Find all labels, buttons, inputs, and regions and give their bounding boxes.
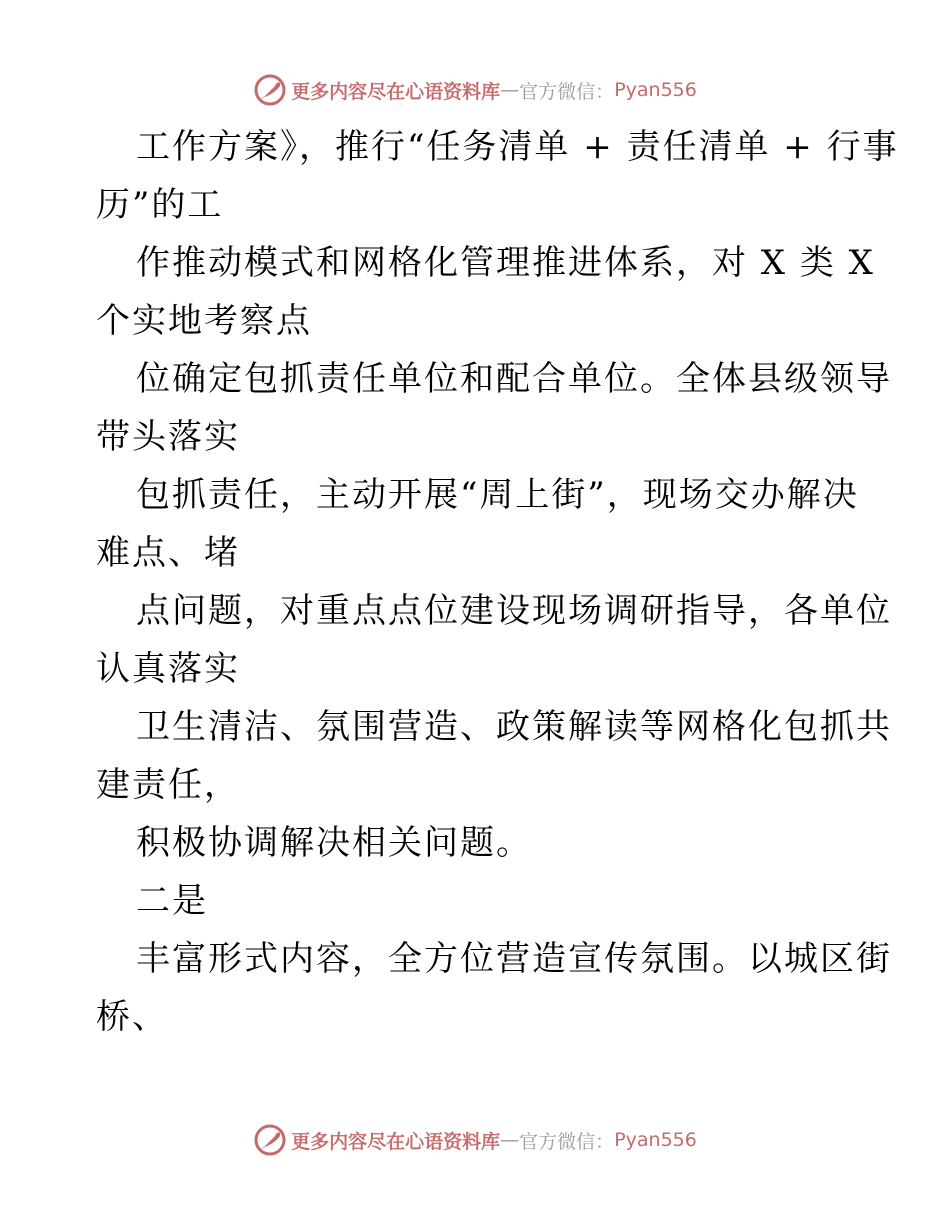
feather-logo-icon (253, 73, 287, 107)
body-line: 个实地考察点 (96, 301, 312, 341)
watermark-wechat-label: 官方微信： (519, 1130, 615, 1153)
body-line: 二是 (136, 881, 208, 921)
header-watermark (0, 70, 950, 110)
body-line: 卫生清洁、氛围营造、政策解读等网格化包抓共 (136, 707, 892, 747)
watermark-wechat-label: 官方微信： (519, 80, 615, 103)
feather-logo-icon (253, 1123, 287, 1157)
body-line: 桥、 (96, 997, 168, 1037)
watermark-main-text: 更多内容尽在心语资料库 (291, 80, 501, 103)
watermark-wechat-id: Pyan556 (614, 79, 697, 101)
watermark-separator: — (500, 1129, 520, 1151)
body-line: 位确定包抓责任单位和配合单位。全体县级领导 (136, 359, 892, 399)
body-line: 带头落实 (96, 417, 240, 457)
body-line: 工作方案》，推行“任务清单 + 责任清单 + 行事 (136, 127, 899, 167)
body-line: 难点、堵 (96, 533, 240, 573)
body-line: 积极协调解决相关问题。 (136, 823, 532, 863)
watermark-separator: — (500, 79, 520, 101)
body-line: 建责任， (96, 765, 240, 805)
body-line: 认真落实 (96, 649, 240, 689)
body-line: 点问题，对重点点位建设现场调研指导，各单位 (136, 591, 892, 631)
footer-watermark (0, 1120, 950, 1160)
watermark-main-text: 更多内容尽在心语资料库 (291, 1130, 501, 1153)
body-line: 包抓责任，主动开展“周上街”，现场交办解决 (136, 475, 859, 515)
watermark-wechat-id: Pyan556 (614, 1129, 697, 1151)
document-body (96, 118, 899, 1046)
body-line: 作推动模式和网格化管理推进体系，对 X 类 X (136, 243, 875, 283)
body-line: 历”的工 (96, 185, 224, 225)
body-line: 丰富形式内容，全方位营造宣传氛围。以城区街 (136, 939, 892, 979)
